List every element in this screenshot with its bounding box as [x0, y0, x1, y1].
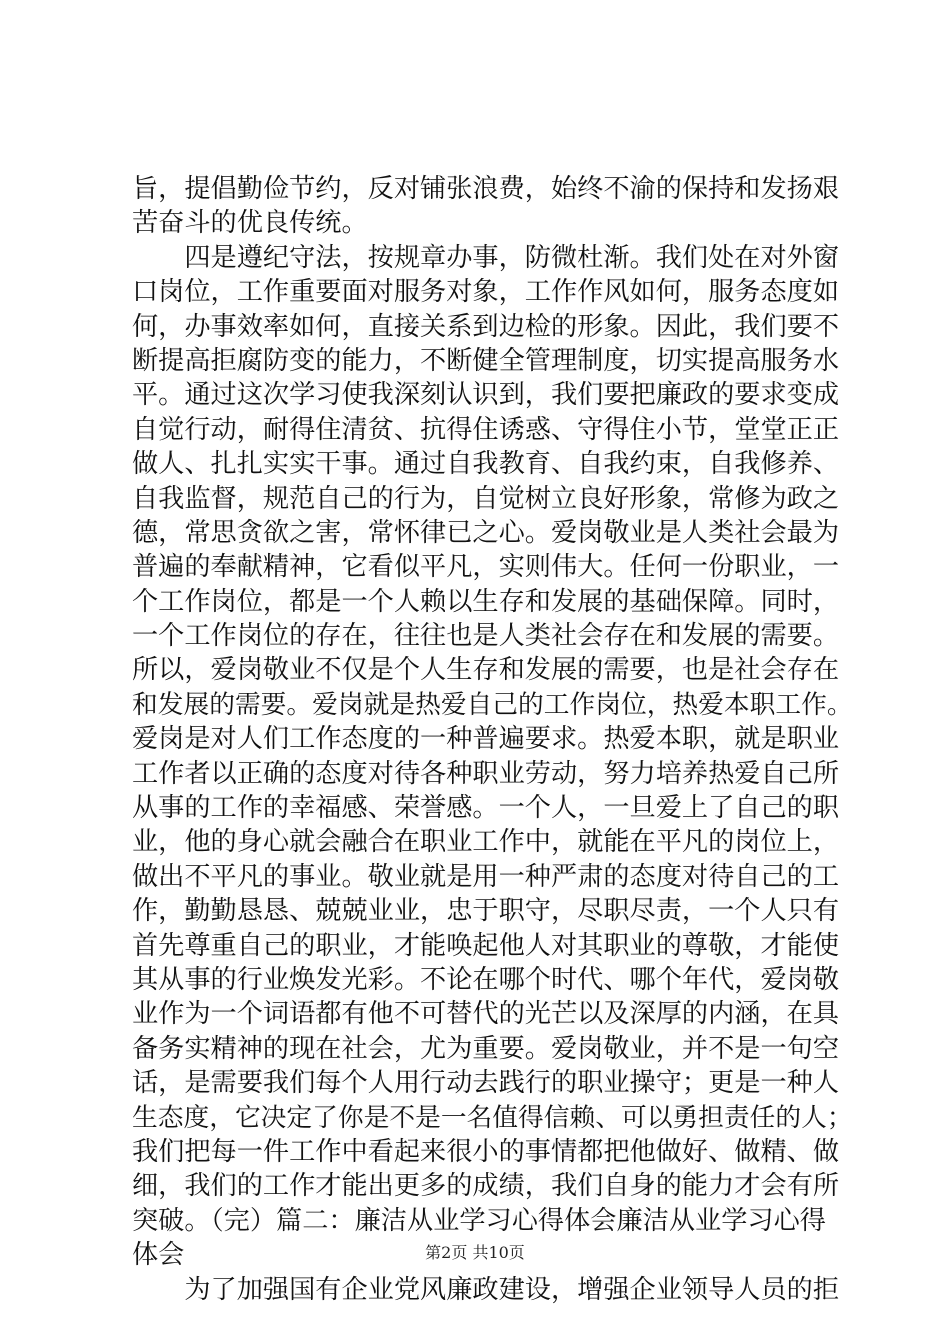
text-line: 自我监督，规范自己的行为，自觉树立良好形象，常修为政之 [132, 483, 840, 514]
text-line: 突破。（完）篇二：廉洁从业学习心得体会廉洁从业学习心得 [132, 1205, 826, 1236]
text-line: 体会 [132, 1240, 185, 1271]
text-line: 所以，爱岗敬业不仅是个人生存和发展的需要，也是社会存在 [132, 655, 840, 686]
page-number-footer: 第2页 共10页 [425, 1243, 525, 1262]
text-line: 个工作岗位，都是一个人赖以生存和发展的基础保障。同时， [132, 586, 840, 617]
text-line: 断提高拒腐防变的能力，不断健全管理制度，切实提高服务水 [132, 345, 840, 376]
text-line: 话，是需要我们每个人用行动去践行的职业操守；更是一种人 [132, 1068, 840, 1099]
text-line: 和发展的需要。爱岗就是热爱自己的工作岗位，热爱本职工作。 [132, 689, 853, 720]
text-line: 德，常思贪欲之害，常怀律已之心。爱岗敬业是人类社会最为 [132, 517, 840, 548]
text-line: 一个工作岗位的存在，往往也是人类社会存在和发展的需要。 [132, 621, 840, 652]
text-line: 口岗位，工作重要面对服务对象，工作作风如何，服务态度如 [132, 277, 840, 308]
text-line: 业作为一个词语都有他不可替代的光芒以及深厚的内涵，在具 [132, 999, 840, 1030]
text-line: 平。通过这次学习使我深刻认识到，我们要把廉政的要求变成 [132, 380, 840, 411]
document-body [132, 172, 852, 1307]
text-line: 业，他的身心就会融合在职业工作中，就能在平凡的岗位上， [132, 827, 840, 858]
text-line: 做出不平凡的事业。敬业就是用一种严肃的态度对待自己的工 [132, 861, 840, 892]
text-line: 作，勤勤恳恳、兢兢业业，忠于职守，尽职尽责，一个人只有 [132, 896, 840, 927]
text-line: 备务实精神的现在社会，尤为重要。爱岗敬业，并不是一句空 [132, 1033, 840, 1064]
text-line: 四是遵纪守法，按规章办事，防微杜渐。我们处在对外窗 [132, 242, 840, 273]
text-line: 苦奋斗的优良传统。 [132, 208, 368, 239]
text-line: 普遍的奉献精神，它看似平凡，实则伟大。任何一份职业，一 [132, 552, 840, 583]
text-line: 自觉行动，耐得住清贫、抗得住诱惑、守得住小节，堂堂正正 [132, 414, 840, 445]
text-line: 从事的工作的幸福感、荣誉感。一个人，一旦爱上了自己的职 [132, 793, 840, 824]
text-line: 旨，提倡勤俭节约，反对铺张浪费，始终不渝的保持和发扬艰 [132, 174, 840, 204]
text-line: 何，办事效率如何，直接关系到边检的形象。因此，我们要不 [132, 311, 840, 342]
text-line: 做人、扎扎实实干事。通过自我教育、自我约束，自我修养、 [132, 449, 840, 480]
text-line: 爱岗是对人们工作态度的一种普遍要求。热爱本职，就是职业 [132, 724, 840, 755]
text-line: 生态度，它决定了你是不是一名值得信赖、可以勇担责任的人； [132, 1102, 853, 1133]
text-line: 我们把每一件工作中看起来很小的事情都把他做好、做精、做 [132, 1136, 840, 1167]
text-line: 细，我们的工作才能出更多的成绩，我们自身的能力才会有所 [132, 1171, 840, 1202]
text-line: 首先尊重自己的职业，才能唤起他人对其职业的尊敬，才能使 [132, 930, 840, 961]
text-line: 其从事的行业焕发光彩。不论在哪个时代、哪个年代，爱岗敬 [132, 964, 840, 995]
text-line: 为了加强国有企业党风廉政建设，增强企业领导人员的拒 [132, 1274, 840, 1305]
text-line: 工作者以正确的态度对待各种职业劳动，努力培养热爱自己所 [132, 758, 840, 789]
